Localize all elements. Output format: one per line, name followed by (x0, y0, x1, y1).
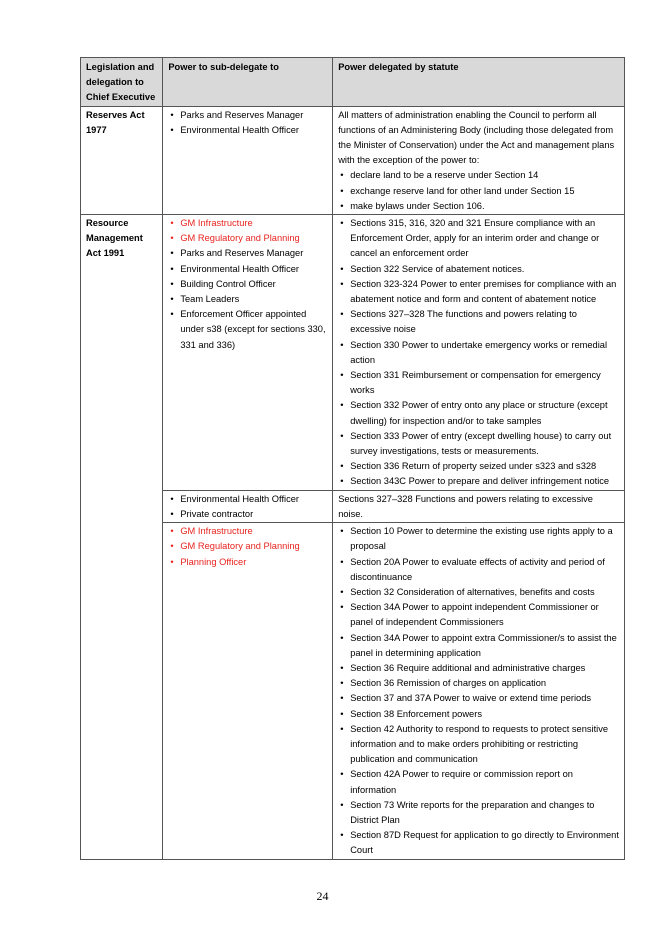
list-item: • Section 34A Power to appoint independent Commissioner or panel of independent Commissioners (350, 600, 619, 630)
power-intro: All matters of administration enabling the Council to perform all functions of an Administering Body (including those delegated from the Minister of Conservation) under the Act and management plans with the exception of the power to: (338, 109, 615, 166)
list-item: • GM Regulatory and Planning (180, 231, 327, 246)
list-item: • Section 36 Remission of charges on application (350, 676, 619, 691)
list-item: • GM Infrastructure (180, 216, 327, 231)
table-row (81, 106, 625, 214)
list-item: • Section 37 and 37A Power to waive or extend time periods (350, 691, 619, 706)
legislation-cell: Resource Management Act 1991 (81, 215, 163, 860)
power-intro: Sections 327–328 Functions and powers relating to excessive noise. (338, 493, 593, 519)
power-cell (333, 490, 625, 522)
power-cell (333, 215, 625, 491)
sub-delegate-list (168, 492, 327, 522)
list-item: • Enforcement Officer appointed under s38 (except for sections 330, 331 and 336) (180, 307, 327, 353)
header-legislation: Legislation and delegation to Chief Executive (81, 58, 163, 107)
list-item: • GM Infrastructure (180, 524, 327, 539)
power-cell (333, 106, 625, 214)
list-item: • Section 42 Authority to respond to requests to protect sensitive information and to make orders prohibiting or restricting publication and communication (350, 722, 619, 768)
list-item: • Section 36 Require additional and administrative charges (350, 661, 619, 676)
list-item: • Building Control Officer (180, 277, 327, 292)
list-item: • Sections 327–328 The functions and powers relating to excessive noise (350, 307, 619, 337)
list-item: • Section 73 Write reports for the preparation and changes to District Plan (350, 798, 619, 828)
power-list (338, 524, 619, 858)
list-item: • GM Regulatory and Planning (180, 539, 327, 554)
power-list (338, 168, 619, 214)
list-item: • Parks and Reserves Manager (180, 108, 327, 123)
list-item: • Section 38 Enforcement powers (350, 707, 619, 722)
list-item: • make bylaws under Section 106. (350, 199, 619, 214)
list-item: • Section 333 Power of entry (except dwelling house) to carry out survey investigations, tests or measurements. (350, 429, 619, 459)
table-row (81, 215, 625, 491)
sub-delegate-list (168, 524, 327, 570)
header-sub-delegate: Power to sub-delegate to (163, 58, 333, 107)
list-item: • Section 322 Service of abatement notices. (350, 262, 619, 277)
list-item: • Section 42A Power to require or commission report on information (350, 767, 619, 797)
list-item: • declare land to be a reserve under Section 14 (350, 168, 619, 183)
list-item: • Parks and Reserves Manager (180, 246, 327, 261)
sub-delegate-list (168, 216, 327, 353)
list-item: • Section 323-324 Power to enter premises for compliance with an abatement notice and form and content of abatement notice (350, 277, 619, 307)
list-item: • Environmental Health Officer (180, 262, 327, 277)
list-item: • Section 10 Power to determine the existing use rights apply to a proposal (350, 524, 619, 554)
list-item: • Section 332 Power of entry onto any place or structure (except dwelling) for inspection and/or to take samples (350, 398, 619, 428)
page-number: 24 (316, 889, 329, 903)
sub-delegate-cell (163, 523, 333, 859)
power-list (338, 216, 619, 490)
list-item: • Environmental Health Officer (180, 492, 327, 507)
list-item: • Section 331 Reimbursement or compensation for emergency works (350, 368, 619, 398)
list-item: • Section 336 Return of property seized under s323 and s328 (350, 459, 619, 474)
legislation-cell: Reserves Act 1977 (81, 106, 163, 214)
list-item: • Sections 315, 316, 320 and 321 Ensure compliance with an Enforcement Order, apply for an interim order and change or cancel an enforcement order (350, 216, 619, 262)
list-item: • exchange reserve land for other land under Section 15 (350, 184, 619, 199)
table-row (81, 523, 625, 859)
table-header-row (81, 58, 625, 107)
sub-delegate-cell (163, 490, 333, 522)
power-cell (333, 523, 625, 859)
list-item: • Section 87D Request for application to go directly to Environment Court (350, 828, 619, 858)
list-item: • Section 32 Consideration of alternatives, benefits and costs (350, 585, 619, 600)
sub-delegate-list (168, 108, 327, 138)
header-power-statute: Power delegated by statute (333, 58, 625, 107)
list-item: • Section 343C Power to prepare and deliver infringement notice (350, 474, 619, 489)
list-item: • Private contractor (180, 507, 327, 522)
list-item: • Section 34A Power to appoint extra Commissioner/s to assist the panel in determining application (350, 631, 619, 661)
sub-delegate-cell (163, 215, 333, 491)
list-item: • Section 20A Power to evaluate effects of activity and period of discontinuance (350, 555, 619, 585)
list-item: • Environmental Health Officer (180, 123, 327, 138)
table-row (81, 490, 625, 522)
delegations-table (80, 57, 625, 860)
list-item: • Section 330 Power to undertake emergency works or remedial action (350, 338, 619, 368)
list-item: • Planning Officer (180, 555, 327, 570)
list-item: • Team Leaders (180, 292, 327, 307)
sub-delegate-cell (163, 106, 333, 214)
